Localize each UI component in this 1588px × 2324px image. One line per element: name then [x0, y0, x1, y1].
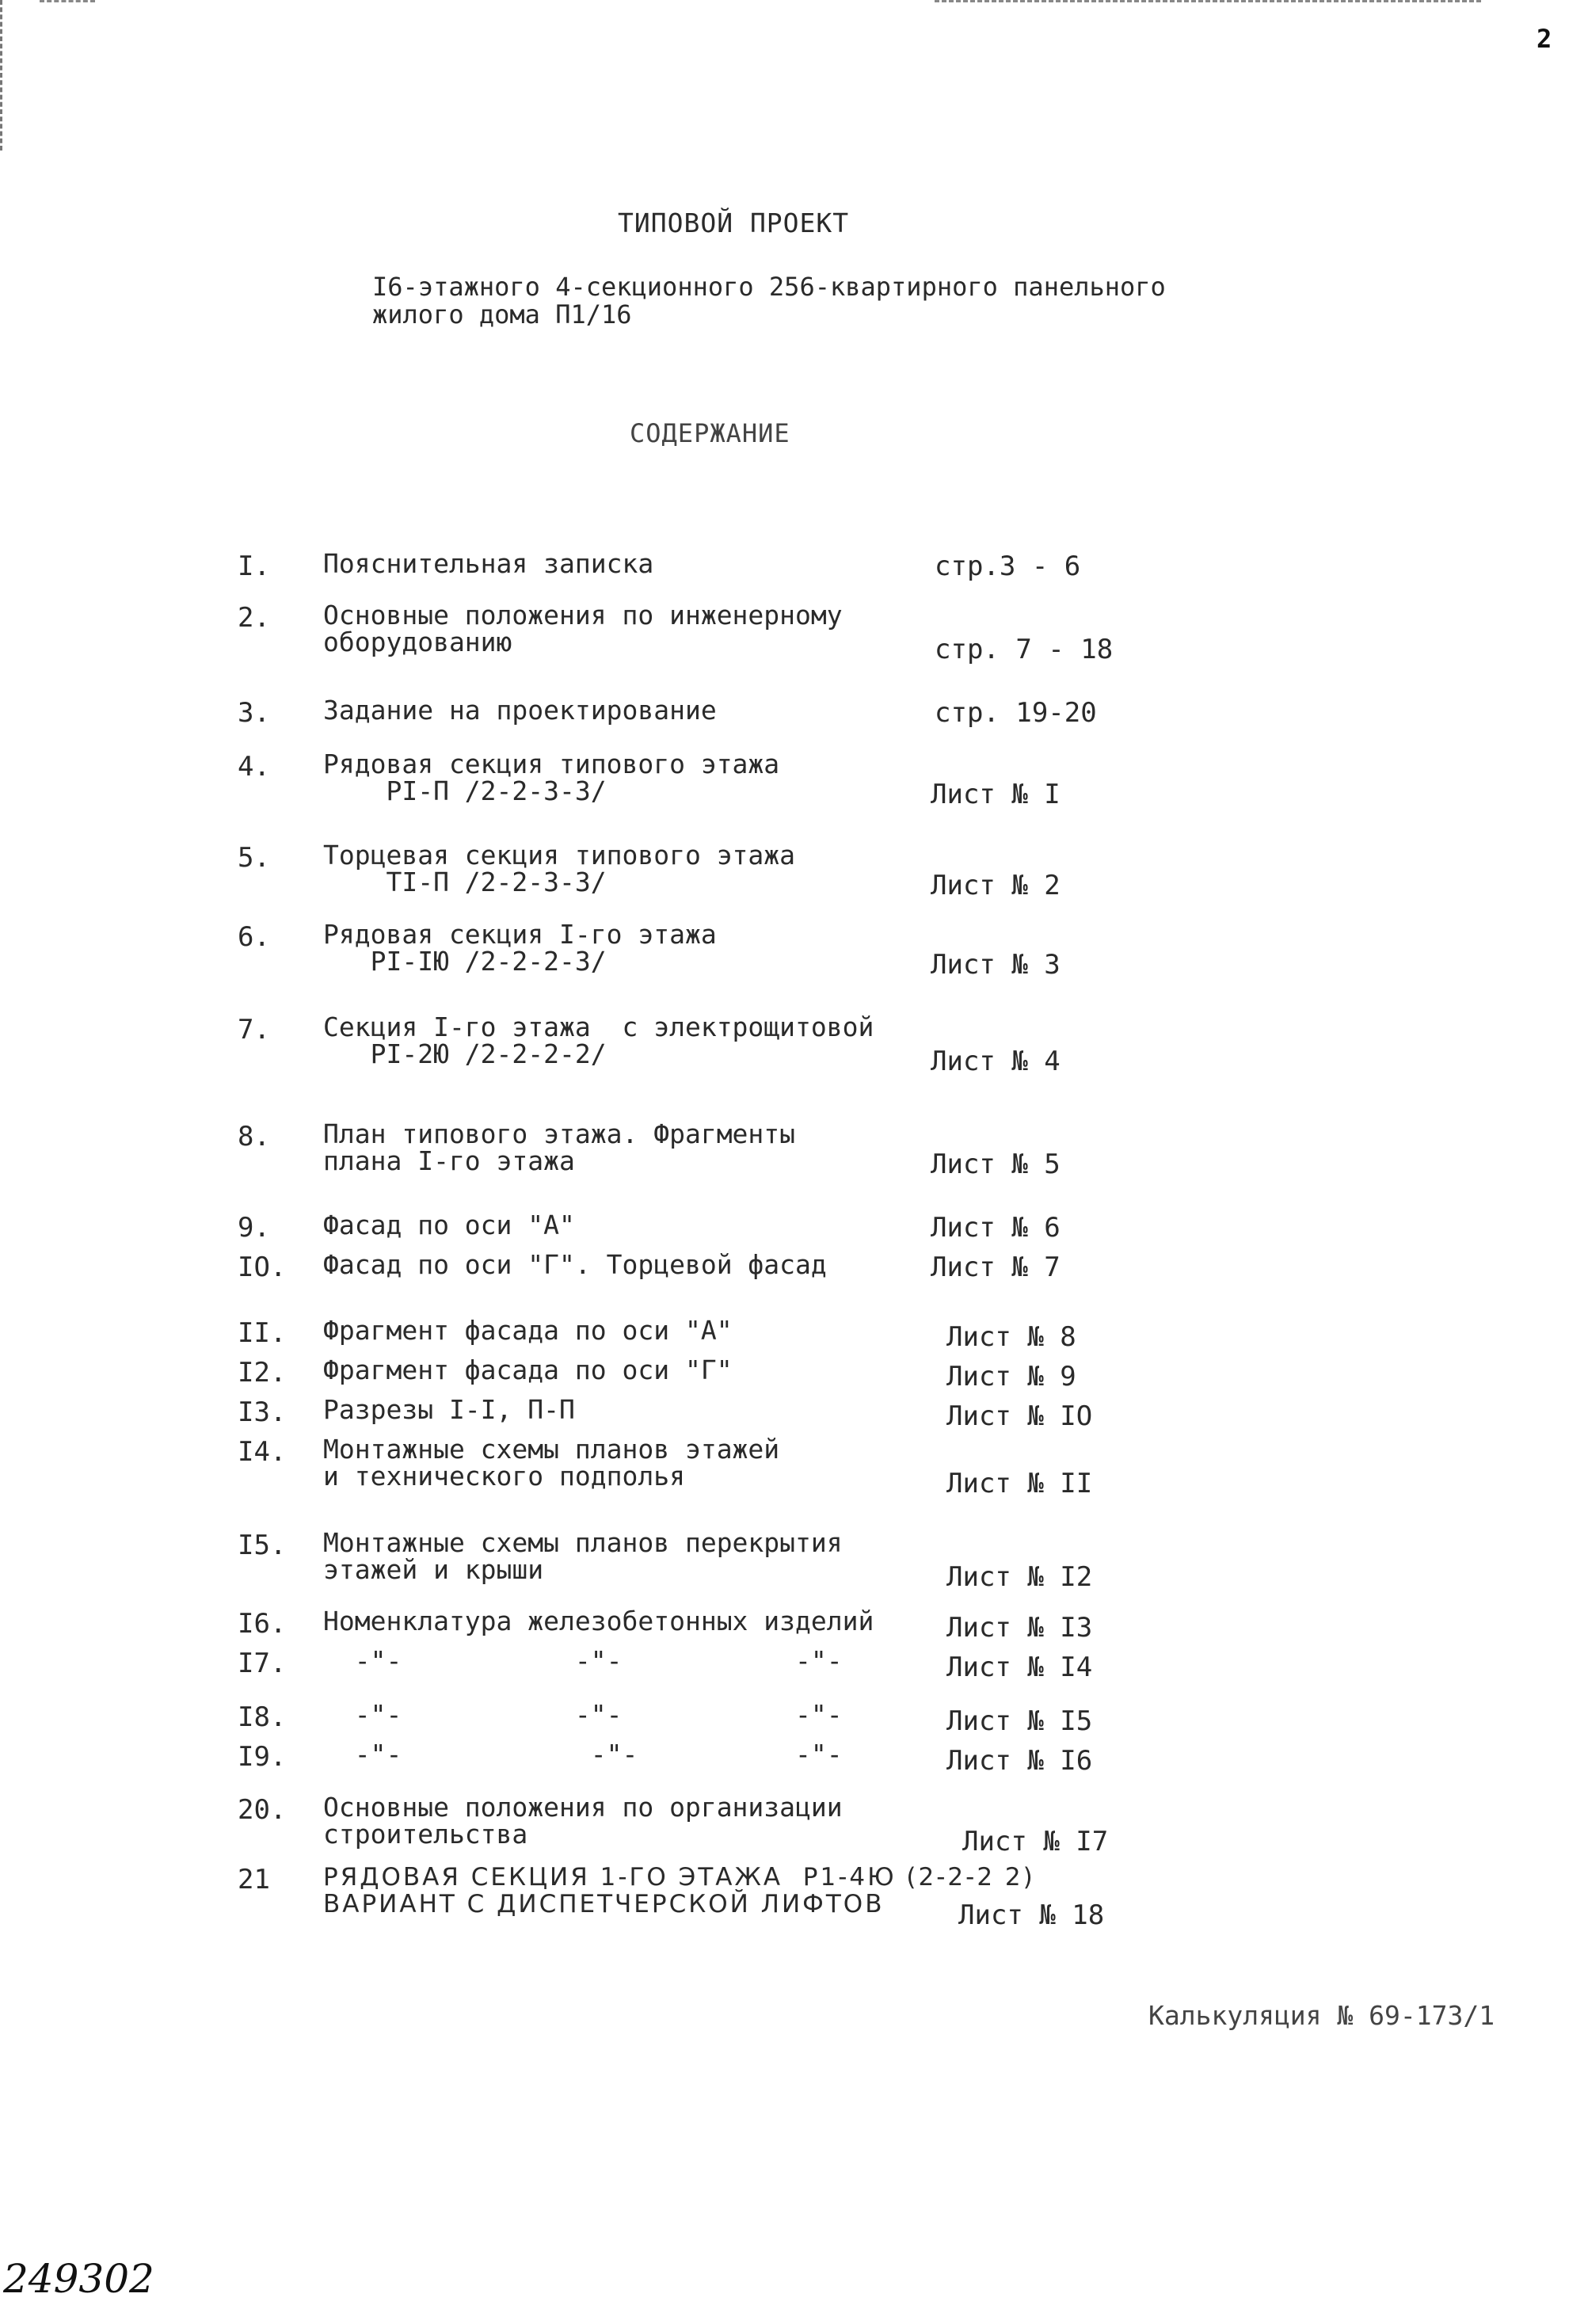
toc-entry-page-ref: Лист № I7 — [962, 1826, 1109, 1857]
toc-entry-page-ref: Лист № 5 — [931, 1149, 1061, 1180]
toc-entry-line: Фрагмент фасада по оси "А" — [323, 1315, 733, 1346]
calculation-note: Калькуляция № 69-173/1 — [1148, 2000, 1495, 2031]
toc-entry-line: Монтажные схемы планов этажей — [323, 1434, 780, 1465]
scan-edge-marks — [0, 0, 6, 150]
toc-entry-text — [323, 1118, 796, 1176]
toc-entry-number: I7. — [238, 1648, 287, 1679]
toc-entry-number: 20. — [238, 1794, 287, 1826]
toc-entry-line: Фрагмент фасада по оси "Г" — [323, 1354, 733, 1385]
toc-entry-line: этажей и крыши — [323, 1554, 544, 1585]
toc-entry-number: 6. — [238, 921, 270, 953]
page-number: 2 — [1537, 24, 1552, 54]
toc-entry-line: Фасад по оси "А" — [323, 1210, 575, 1240]
toc-entry-line: -"- -"- -"- — [323, 1699, 843, 1730]
toc-entry-text — [323, 1249, 827, 1280]
toc-entry-text — [323, 1354, 733, 1385]
toc-entry-page-ref: Лист № IO — [946, 1400, 1093, 1432]
scan-top-mark — [40, 0, 95, 5]
toc-entry-number: I2. — [238, 1357, 287, 1389]
toc-entry-number: I3. — [238, 1396, 287, 1428]
toc-entry-text — [323, 602, 843, 656]
toc-entry-text — [323, 1794, 843, 1848]
toc-entry-number: 5. — [238, 842, 270, 874]
toc-entry-line: Рядовая секция I-го этажа — [323, 919, 717, 950]
toc-entry-page-ref: Лист № I4 — [946, 1652, 1093, 1683]
toc-entry-page-ref: Лист № 8 — [946, 1321, 1076, 1353]
toc-entry-number: IO. — [238, 1252, 287, 1283]
toc-entry-number: 9. — [238, 1212, 270, 1244]
toc-entry-line: PI-П /2-2-3-3/ — [323, 775, 607, 806]
toc-entry-number: 8. — [238, 1121, 270, 1152]
toc-entry-text — [323, 1741, 843, 1768]
toc-entry-line: PI-IЮ /2-2-2-3/ — [323, 946, 607, 977]
toc-entry-number: I4. — [238, 1436, 287, 1468]
toc-entry-number: 7. — [238, 1014, 270, 1046]
toc-entry-number: 3. — [238, 697, 270, 729]
toc-entry-line: План типового этажа. Фрагменты — [323, 1118, 796, 1149]
toc-entry-number: I5. — [238, 1530, 287, 1561]
toc-entry-line: Номенклатура железобетонных изделий — [323, 1606, 874, 1636]
toc-entry-line: Секция I-го этажа с электрощитовой — [323, 1012, 874, 1042]
toc-entry-line: оборудованию — [323, 627, 512, 657]
toc-entry-line: Монтажные схемы планов перекрытия — [323, 1527, 843, 1558]
scan-top-line — [935, 0, 1481, 5]
toc-entry-page-ref: Лист № 2 — [931, 870, 1061, 901]
toc-entry-text — [323, 1317, 733, 1344]
toc-entry-number: I6. — [238, 1608, 287, 1640]
toc-entry-page-ref: стр. 7 - 18 — [935, 634, 1114, 665]
subtitle-line: I6-этажного 4-секционного 256-квартирного панельного — [372, 272, 1166, 302]
toc-entry-page-ref: Лист № 7 — [931, 1252, 1061, 1283]
toc-entry-page-ref: Лист № II — [946, 1468, 1093, 1499]
toc-entry-text — [323, 1212, 575, 1239]
toc-entry-text — [323, 1701, 843, 1728]
toc-entry-text — [323, 921, 717, 975]
toc-entry-text — [323, 751, 779, 805]
toc-entry-line: Рядовая секция типового этажа — [323, 749, 780, 779]
toc-entry-line: Разрезы I-I, П-П — [323, 1394, 575, 1425]
toc-entry-line: Основные положения по инженерному — [323, 600, 843, 631]
toc-entry-page-ref: Лист № I6 — [946, 1745, 1093, 1777]
toc-entry-text — [323, 1396, 575, 1423]
toc-entry-text — [323, 1436, 779, 1490]
toc-entry-page-ref: Лист № 6 — [931, 1212, 1061, 1244]
toc-entry-page-ref: стр.3 - 6 — [935, 551, 1081, 582]
toc-entry-number: 2. — [238, 602, 270, 634]
toc-entry-page-ref: Лист № 18 — [958, 1899, 1105, 1931]
toc-entry-page-ref: Лист № 4 — [931, 1046, 1061, 1077]
toc-entry-page-ref: стр. 19-20 — [935, 697, 1097, 729]
toc-entry-line: Задание на проектирование — [323, 695, 717, 726]
toc-entry-page-ref: Лист № I5 — [946, 1705, 1093, 1737]
document-subtitle — [372, 273, 1166, 329]
toc-entry-text — [323, 1608, 874, 1635]
subtitle-line: жилого дома П1/16 — [372, 299, 632, 330]
toc-entry-text — [323, 1864, 1035, 1918]
toc-entry-number: I. — [238, 551, 270, 582]
handwritten-inventory-number: 249302 — [3, 2256, 154, 2302]
toc-entry-line: Основные положения по организации — [323, 1792, 843, 1823]
toc-entry-text — [323, 1645, 843, 1676]
contents-heading: СОДЕРЖАНИЕ — [630, 418, 790, 448]
toc-entry-line: -"- -"- -"- — [323, 1739, 843, 1770]
toc-entry-line: и технического подполья — [323, 1461, 685, 1492]
toc-entry-line: Пояснительная записка — [323, 548, 654, 579]
toc-entry-line: РЯДОВАЯ СЕКЦИЯ 1-ГО ЭТАЖА Р1-4Ю (2-2-2 2) — [323, 1863, 1035, 1892]
toc-entry-number: 4. — [238, 751, 270, 783]
toc-entry-page-ref: Лист № 3 — [931, 949, 1061, 981]
toc-entry-page-ref: Лист № I2 — [946, 1561, 1093, 1593]
toc-entry-line: ВАРИАНТ С ДИСПЕТЧЕРСКОЙ ЛИФТОВ — [323, 1890, 885, 1918]
toc-entry-text — [323, 697, 717, 724]
document-title: ТИПОВОЙ ПРОЕКТ — [618, 208, 850, 238]
toc-entry-page-ref: Лист № I3 — [946, 1612, 1093, 1644]
toc-entry-line: -"- -"- -"- — [323, 1645, 843, 1676]
toc-entry-number: I9. — [238, 1741, 287, 1773]
toc-entry-line: строительства — [323, 1819, 528, 1850]
toc-entry-text — [323, 1014, 874, 1068]
toc-entry-line: Торцевая секция типового этажа — [323, 840, 796, 871]
toc-entry-text — [323, 1527, 843, 1585]
toc-entry-line: PI-2Ю /2-2-2-2/ — [323, 1038, 607, 1069]
toc-entry-text — [323, 842, 795, 896]
toc-entry-line: плана I-го этажа — [323, 1145, 575, 1176]
toc-entry-page-ref: Лист № I — [931, 779, 1061, 810]
toc-entry-line: Фасад по оси "Г". Торцевой фасад — [323, 1249, 827, 1280]
toc-entry-page-ref: Лист № 9 — [946, 1361, 1076, 1392]
toc-entry-line: TI-П /2-2-3-3/ — [323, 867, 607, 897]
toc-entry-text — [323, 548, 654, 579]
toc-entry-number: II. — [238, 1317, 287, 1349]
toc-entry-number: I8. — [238, 1701, 287, 1733]
toc-entry-number: 21 — [238, 1864, 270, 1895]
